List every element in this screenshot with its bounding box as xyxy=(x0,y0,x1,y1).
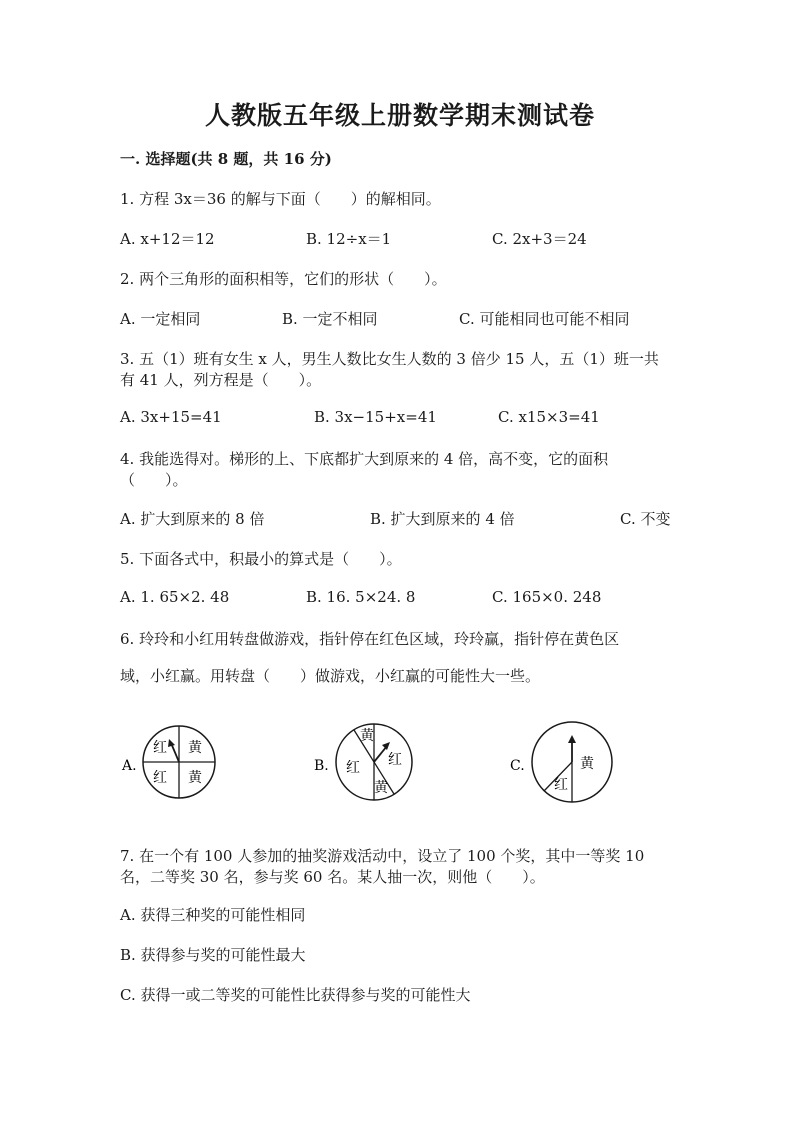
spinner-b-region: 红 xyxy=(346,760,360,776)
spinner-b-label: B. xyxy=(314,758,329,774)
q2-option-a: A. 一定相同 xyxy=(120,310,201,328)
spinner-b-pointer xyxy=(374,746,387,762)
q5-option-a: A. 1. 65×2. 48 xyxy=(120,588,230,606)
spinner-b-region: 黄 xyxy=(360,728,374,744)
q7-option-a: A. 获得三种奖的可能性相同 xyxy=(120,906,306,924)
q4-option-b: B. 扩大到原来的 4 倍 xyxy=(370,510,515,528)
q2-option-b: B. 一定不相同 xyxy=(282,310,378,328)
spinner-a-region: 红 xyxy=(153,740,167,756)
section-heading: 一. 选择题(共 8 题，共 16 分) xyxy=(120,150,332,168)
q5-option-b: B. 16. 5×24. 8 xyxy=(306,588,416,606)
q1-option-c: C. 2x+3＝24 xyxy=(492,230,587,248)
question-4-text-line-2: （ ）。 xyxy=(120,471,188,489)
spinner-a-pointer xyxy=(171,743,179,762)
q7-option-b: B. 获得参与奖的可能性最大 xyxy=(120,946,306,964)
spinner-a-region: 黄 xyxy=(188,770,202,786)
question-3-text-line-1: 3. 五（1）班有女生 x 人，男生人数比女生人数的 3 倍少 15 人，五（1）班一共 xyxy=(120,350,659,368)
q3-option-b: B. 3x−15+x=41 xyxy=(314,408,437,426)
spinner-c-label: C. xyxy=(510,758,525,774)
q4-option-c: C. 不变 xyxy=(620,510,671,528)
q2-option-c: C. 可能相同也可能不相同 xyxy=(459,310,630,328)
question-4-text-line-1: 4. 我能选得对。梯形的上、下底都扩大到原来的 4 倍，高不变，它的面积 xyxy=(120,450,609,468)
spinner-c-pointer-head xyxy=(568,735,576,743)
question-5-text: 5. 下面各式中，积最小的算式是（ ）。 xyxy=(120,550,402,568)
q5-option-c: C. 165×0. 248 xyxy=(492,588,602,606)
q1-option-a: A. x+12＝12 xyxy=(120,230,215,248)
spinner-b-pointer-head xyxy=(382,742,390,750)
spinner-b-figure xyxy=(312,716,422,816)
question-7-text-line-1: 7. 在一个有 100 人参加的抽奖游戏活动中，设立了 100 个奖，其中一等奖 10 xyxy=(120,847,645,865)
q3-option-a: A. 3x+15=41 xyxy=(120,408,222,426)
spinner-a-label: A. xyxy=(122,758,137,774)
spinner-c-region: 红 xyxy=(554,777,568,793)
q7-option-c: C. 获得一或二等奖的可能性比获得参与奖的可能性大 xyxy=(120,986,471,1004)
q1-option-b: B. 12÷x＝1 xyxy=(306,230,392,248)
question-6-text-line-2: 域，小红赢。用转盘（ ）做游戏，小红赢的可能性大一些。 xyxy=(120,667,541,685)
spinner-b-region: 红 xyxy=(388,752,402,768)
spinner-b-region: 黄 xyxy=(374,780,388,796)
question-6-text-line-1: 6. 玲玲和小红用转盘做游戏，指针停在红色区域，玲玲赢，指针停在黄色区 xyxy=(120,630,620,648)
spinner-a-region: 黄 xyxy=(188,740,202,756)
question-1-text: 1. 方程 3x＝36 的解与下面（ ）的解相同。 xyxy=(120,190,441,208)
spinner-c-figure xyxy=(508,716,628,816)
spinner-a-pointer-head xyxy=(168,739,175,747)
page-title: 人教版五年级上册数学期末测试卷 xyxy=(204,101,595,130)
question-2-text: 2. 两个三角形的面积相等，它们的形状（ ）。 xyxy=(120,270,447,288)
spinner-c-region: 黄 xyxy=(580,756,594,772)
spinner-a-region: 红 xyxy=(153,770,167,786)
question-7-text-line-2: 名，二等奖 30 名，参与奖 60 名。某人抽一次，则他（ ）。 xyxy=(120,868,545,886)
question-3-text-line-2: 有 41 人，列方程是（ ）。 xyxy=(120,371,322,389)
spinner-a-figure xyxy=(118,716,228,816)
q4-option-a: A. 扩大到原来的 8 倍 xyxy=(120,510,265,528)
q3-option-c: C. x15×3=41 xyxy=(498,408,600,426)
